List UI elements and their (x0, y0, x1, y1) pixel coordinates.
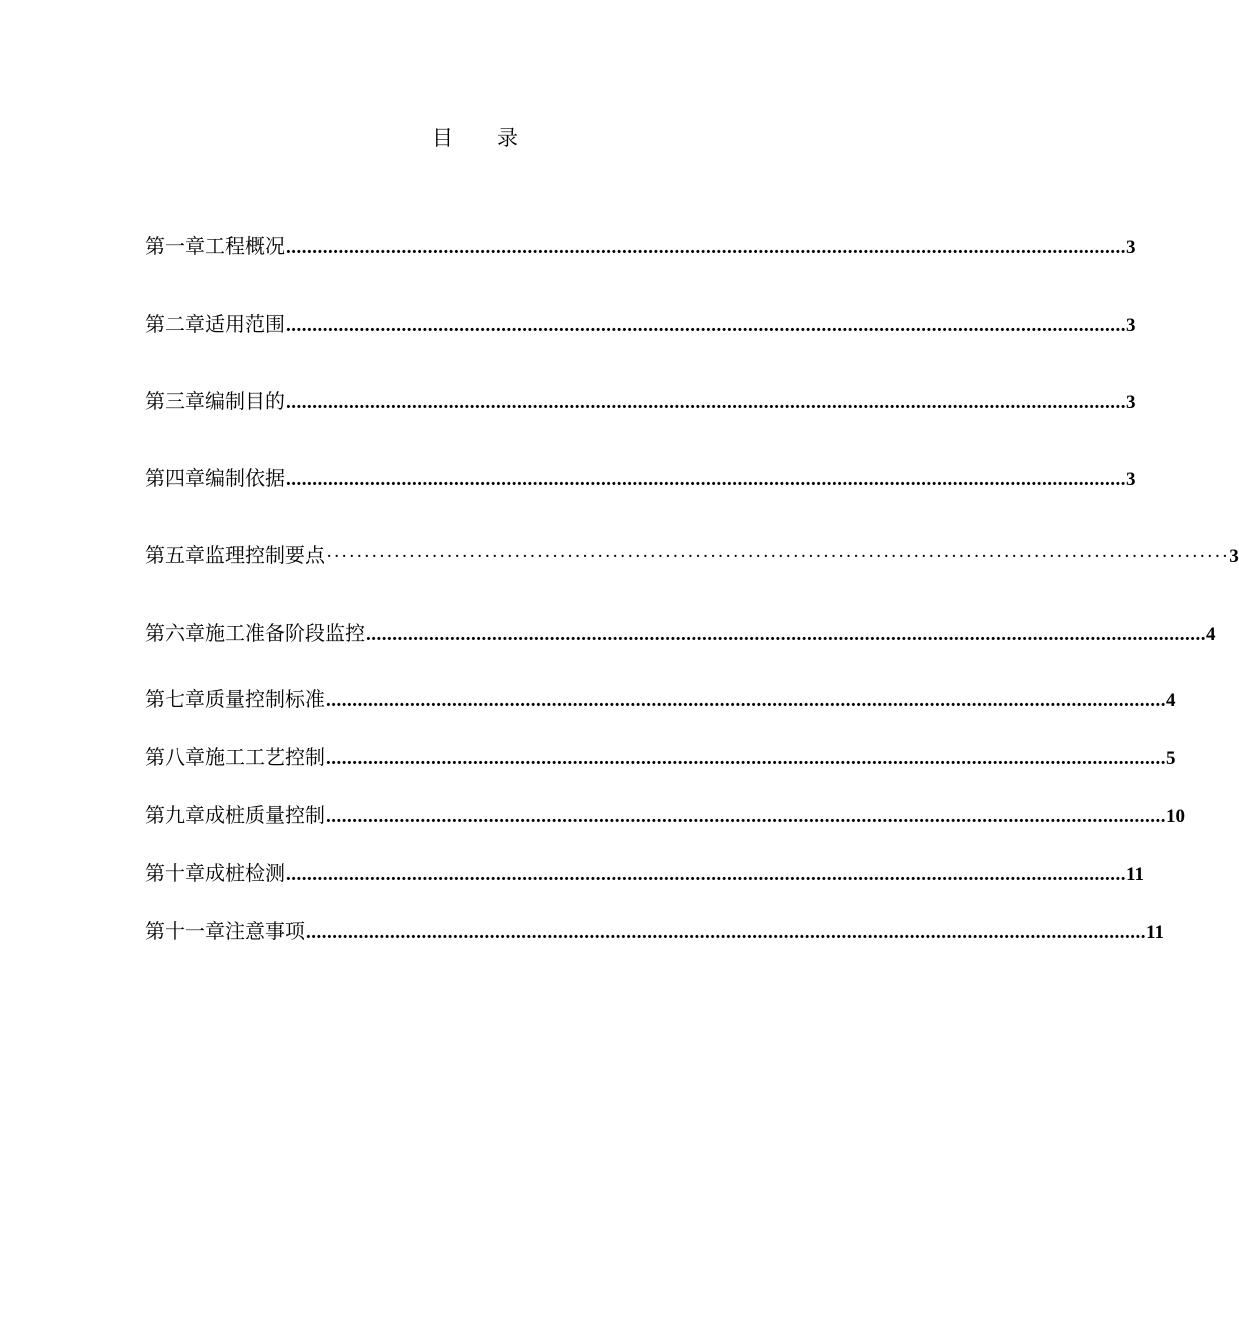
toc-entry[interactable] (145, 462, 1136, 490)
toc-entry[interactable] (145, 539, 1239, 567)
toc-chapter-name: 施工准备阶段监控 (205, 621, 365, 645)
toc-chapter-number: 第三章 (145, 389, 205, 413)
toc-chapter-number: 第六章 (145, 621, 205, 645)
toc-chapter-number: 第五章 (145, 543, 205, 567)
toc-dot-leader: ................................................................................................................................................................ (326, 690, 1166, 711)
toc-chapter-name: 工程概况 (205, 234, 285, 258)
toc-chapter-name: 监理控制要点 (205, 543, 325, 567)
toc-dot-leader: ................................................................................................................................................................ (286, 315, 1126, 336)
toc-dot-leader: ................................................................................................................................................................ (286, 864, 1126, 885)
toc-dot-leader: ................................................................................................................................................................ (366, 624, 1206, 645)
toc-chapter-name: 成桩质量控制 (205, 803, 325, 827)
toc-page-number: 3 (1229, 546, 1239, 567)
toc-chapter-name: 编制依据 (205, 466, 285, 490)
toc-title (0, 122, 950, 152)
toc-dot-leader: ................................................................................................................................................................ (286, 392, 1126, 413)
toc-title-char-1: 目 (432, 126, 453, 150)
toc-entry[interactable] (145, 857, 1144, 885)
toc-page-number: 10 (1166, 806, 1185, 827)
toc-chapter-number: 第八章 (145, 745, 205, 769)
toc-dot-leader: ························································································································ (326, 546, 1230, 567)
toc-chapter-name: 质量控制标准 (205, 687, 325, 711)
toc-chapter-number: 第十章 (145, 861, 205, 885)
toc-entry[interactable] (145, 915, 1164, 943)
toc-page-number: 11 (1126, 864, 1144, 885)
toc-chapter-name: 适用范围 (205, 312, 285, 336)
toc-chapter-number: 第九章 (145, 803, 205, 827)
toc-page-number: 4 (1206, 624, 1216, 645)
toc-dot-leader: ................................................................................................................................................................ (326, 806, 1166, 827)
toc-chapter-number: 第四章 (145, 466, 205, 490)
toc-chapter-name: 注意事项 (225, 919, 305, 943)
toc-entry[interactable] (145, 741, 1176, 769)
toc-entry[interactable] (145, 617, 1216, 645)
toc-dot-leader: ................................................................................................................................................................ (306, 922, 1146, 943)
toc-chapter-number: 第七章 (145, 687, 205, 711)
toc-title-char-2: 录 (497, 126, 518, 150)
toc-entry[interactable] (145, 799, 1185, 827)
toc-entry[interactable] (145, 308, 1136, 336)
toc-chapter-number: 第二章 (145, 312, 205, 336)
toc-dot-leader: ................................................................................................................................................................ (286, 469, 1126, 490)
toc-chapter-number: 第一章 (145, 234, 205, 258)
toc-dot-leader: ................................................................................................................................................................ (286, 237, 1126, 258)
toc-page-number: 3 (1126, 392, 1136, 413)
toc-chapter-number: 第十一章 (145, 919, 225, 943)
toc-page-number: 4 (1166, 690, 1176, 711)
toc-entry[interactable] (145, 683, 1176, 711)
toc-page-number: 5 (1166, 748, 1176, 769)
toc-page-number: 11 (1146, 922, 1164, 943)
toc-chapter-name: 施工工艺控制 (205, 745, 325, 769)
toc-page-number: 3 (1126, 237, 1136, 258)
toc-chapter-name: 成桩检测 (205, 861, 285, 885)
toc-page-number: 3 (1126, 315, 1136, 336)
toc-chapter-name: 编制目的 (205, 389, 285, 413)
toc-entry[interactable] (145, 230, 1136, 258)
toc-entry[interactable] (145, 385, 1136, 413)
toc-dot-leader: ................................................................................................................................................................ (326, 748, 1166, 769)
toc-page-number: 3 (1126, 469, 1136, 490)
